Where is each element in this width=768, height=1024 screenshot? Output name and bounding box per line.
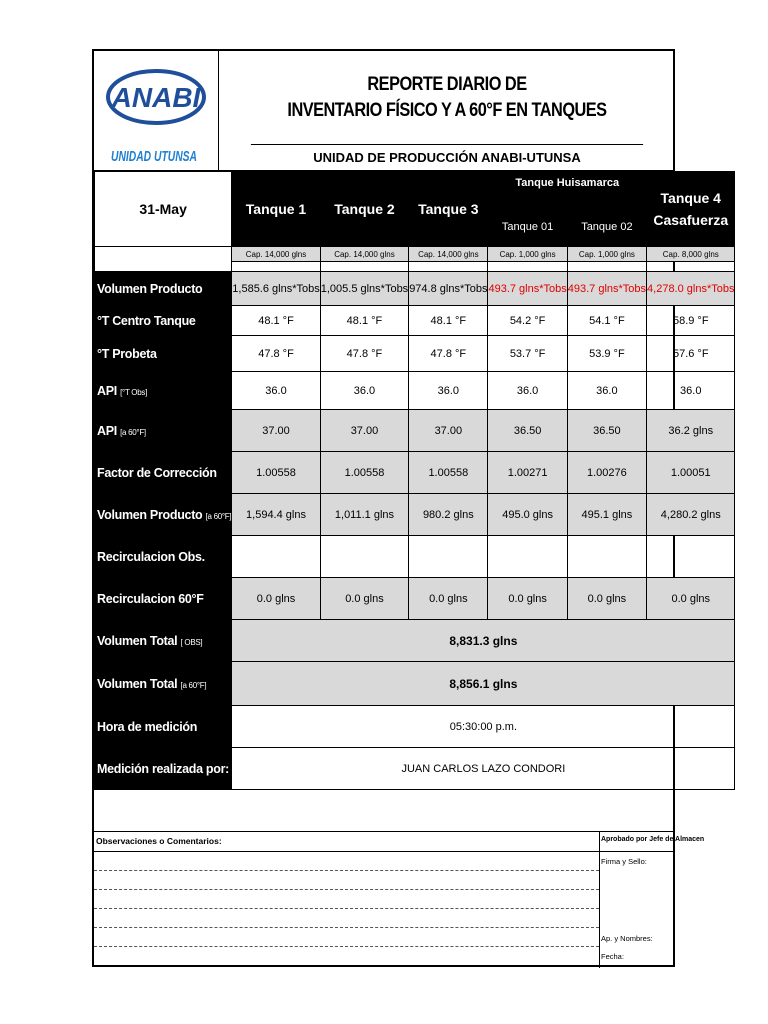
names-label: Ap. y Nombres: (601, 934, 653, 943)
cell-value: 53.7 °F (488, 336, 567, 372)
cell-value: 37.00 (320, 410, 408, 452)
row-t-centro-tanque (95, 306, 735, 336)
cell-value: 1,005.5 glns*Tobs (320, 272, 408, 306)
cell-value: 0.0 glns (647, 578, 735, 620)
row-label-text: Volumen Producto (97, 507, 203, 522)
approved-by-label: Aprobado por Jefe de Almacen (599, 832, 675, 852)
production-unit: UNIDAD DE PRODUCCIÓN ANABI-UTUNSA (219, 145, 675, 171)
row-recirculacion-obs (95, 536, 735, 578)
approval-box (599, 852, 675, 968)
row-label-text: Volumen Total (97, 633, 178, 648)
cell-value (488, 536, 567, 578)
cell-value: 36.2 glns (647, 410, 735, 452)
header-tank01: Tanque 01 (488, 208, 567, 247)
row-label (95, 494, 232, 536)
cell-value: 36.50 (567, 410, 646, 452)
row-volumen-60 (95, 494, 735, 536)
row-volumen-total-obs (95, 620, 735, 662)
row-label-suffix: [°T Obs] (120, 387, 148, 397)
observations-label: Observaciones o Comentarios: (94, 832, 599, 852)
cell-value (232, 536, 320, 578)
cell-value: 1.00276 (567, 452, 646, 494)
cell-value: 0.0 glns (488, 578, 567, 620)
row-label (95, 620, 232, 662)
report-title (251, 51, 643, 145)
measured-by: JUAN CARLOS LAZO CONDORI (232, 748, 735, 790)
comment-line (94, 927, 599, 928)
row-t-probeta (95, 336, 735, 372)
cell-value: 36.0 (567, 372, 646, 410)
cell-value: 493.7 glns*Tobs (488, 272, 567, 306)
cell-value: 57.6 °F (647, 336, 735, 372)
spacer-cell (488, 262, 567, 272)
cell-value: 0.0 glns (320, 578, 408, 620)
company-logo (94, 51, 219, 171)
report-title-line1: REPORTE DIARIO DE (367, 73, 527, 95)
row-volumen-producto (95, 272, 735, 306)
spacer-cell (232, 262, 320, 272)
cell-value: 0.0 glns (232, 578, 320, 620)
row-label (95, 410, 232, 452)
measurement-time: 05:30:00 p.m. (232, 706, 735, 748)
comment-line (94, 908, 599, 909)
spacer-cell (647, 262, 735, 272)
cell-value: 1.00558 (320, 452, 408, 494)
cell-value: 1.00558 (409, 452, 488, 494)
cell-value: 1.00558 (232, 452, 320, 494)
cell-value: 4,280.2 glns (647, 494, 735, 536)
capacity-tank1: Cap. 14,000 glns (232, 247, 320, 262)
cell-value: 36.0 (409, 372, 488, 410)
comment-line (94, 946, 599, 947)
cell-value (567, 536, 646, 578)
spacer-cell (320, 262, 408, 272)
capacity-tank2: Cap. 14,000 glns (320, 247, 408, 262)
row-label: Recirculacion 60°F (95, 578, 232, 620)
total-value: 8,856.1 glns (232, 662, 735, 706)
capacity-tank3: Cap. 14,000 glns (409, 247, 488, 262)
cell-value: 36.0 (488, 372, 567, 410)
row-label: °T Probeta (95, 336, 232, 372)
capacity-label-cell (95, 247, 232, 262)
row-label (95, 662, 232, 706)
header-tank3: Tanque 3 (409, 172, 488, 247)
cell-value: 495.1 glns (567, 494, 646, 536)
cell-value: 4,278.0 glns*Tobs (647, 272, 735, 306)
cell-value: 1.00051 (647, 452, 735, 494)
row-label-text: Volumen Total (97, 676, 178, 691)
row-label-text: API (97, 423, 117, 438)
row-label-text: API (97, 383, 117, 398)
cell-value: 36.0 (647, 372, 735, 410)
header-tank4-line1: Tanque 4 (660, 190, 721, 206)
cell-value: 1,594.4 glns (232, 494, 320, 536)
inventory-report-sheet (92, 49, 735, 967)
logo-subtitle-text: UNIDAD UTUNSA (111, 148, 197, 165)
capacity-tank4: Cap. 8,000 glns (647, 247, 735, 262)
row-medicion-realizada (95, 748, 735, 790)
cell-value: 58.9 °F (647, 306, 735, 336)
anabi-logo-icon (94, 51, 218, 171)
row-factor-correccion (95, 452, 735, 494)
cell-value: 48.1 °F (232, 306, 320, 336)
capacity-tank02: Cap. 1,000 glns (567, 247, 646, 262)
row-hora-medicion (95, 706, 735, 748)
cell-value (409, 536, 488, 578)
row-label: Medición realizada por: (95, 748, 232, 790)
cell-value: 48.1 °F (320, 306, 408, 336)
row-label-suffix: [a 60°F] (205, 511, 232, 521)
row-label: Volumen Producto (95, 272, 232, 306)
comment-line (94, 870, 599, 871)
row-label: Factor de Corrección (95, 452, 232, 494)
row-label-suffix: [ OBS] (180, 637, 203, 647)
row-label: °T Centro Tanque (95, 306, 232, 336)
cell-value (647, 536, 735, 578)
inventory-table (94, 171, 735, 790)
row-api-obs (95, 372, 735, 410)
total-value: 8,831.3 glns (232, 620, 735, 662)
cell-value: 974.8 glns*Tobs (409, 272, 488, 306)
row-label-suffix: [a 60°F] (180, 680, 207, 690)
cell-value: 1,585.6 glns*Tobs (232, 272, 320, 306)
report-date: 31-May (95, 172, 232, 247)
cell-value: 1,011.1 glns (320, 494, 408, 536)
cell-value: 37.00 (409, 410, 488, 452)
row-volumen-total-60 (95, 662, 735, 706)
row-api-60 (95, 410, 735, 452)
spacer-cell (95, 262, 232, 272)
cell-value: 36.50 (488, 410, 567, 452)
logo-brand-text: ANABI (111, 82, 201, 113)
cell-value: 1.00271 (488, 452, 567, 494)
comment-line (94, 889, 599, 890)
cell-value: 54.2 °F (488, 306, 567, 336)
cell-value: 495.0 glns (488, 494, 567, 536)
cell-value: 493.7 glns*Tobs (567, 272, 646, 306)
spacer-cell (567, 262, 646, 272)
row-label: Recirculacion Obs. (95, 536, 232, 578)
cell-value: 0.0 glns (409, 578, 488, 620)
cell-value: 54.1 °F (567, 306, 646, 336)
cell-value (320, 536, 408, 578)
row-label (95, 372, 232, 410)
header-tank4-line2: Casafuerza (653, 212, 729, 228)
header-tank4 (647, 172, 735, 247)
report-title-line2: INVENTARIO FÍSICO Y A 60°F EN TANQUES (287, 99, 607, 121)
cell-value: 47.8 °F (409, 336, 488, 372)
cell-value: 47.8 °F (232, 336, 320, 372)
header-tank1: Tanque 1 (232, 172, 320, 247)
cell-value: 980.2 glns (409, 494, 488, 536)
header-huisamarca: Tanque Huisamarca (488, 172, 647, 208)
row-label-suffix: [a 60°F] (120, 427, 146, 437)
spacer-cell (409, 262, 488, 272)
cell-value: 48.1 °F (409, 306, 488, 336)
signature-label: Firma y Sello: (601, 857, 647, 866)
cell-value: 47.8 °F (320, 336, 408, 372)
cell-value: 53.9 °F (567, 336, 646, 372)
cell-value: 0.0 glns (567, 578, 646, 620)
row-label: Hora de medición (95, 706, 232, 748)
row-recirculacion-60 (95, 578, 735, 620)
header-tank2: Tanque 2 (320, 172, 408, 247)
cell-value: 37.00 (232, 410, 320, 452)
cell-value: 36.0 (320, 372, 408, 410)
observations-section (94, 831, 705, 967)
capacity-tank01: Cap. 1,000 glns (488, 247, 567, 262)
header-tank02: Tanque 02 (567, 208, 646, 247)
date-label: Fecha: (601, 952, 624, 961)
cell-value: 36.0 (232, 372, 320, 410)
